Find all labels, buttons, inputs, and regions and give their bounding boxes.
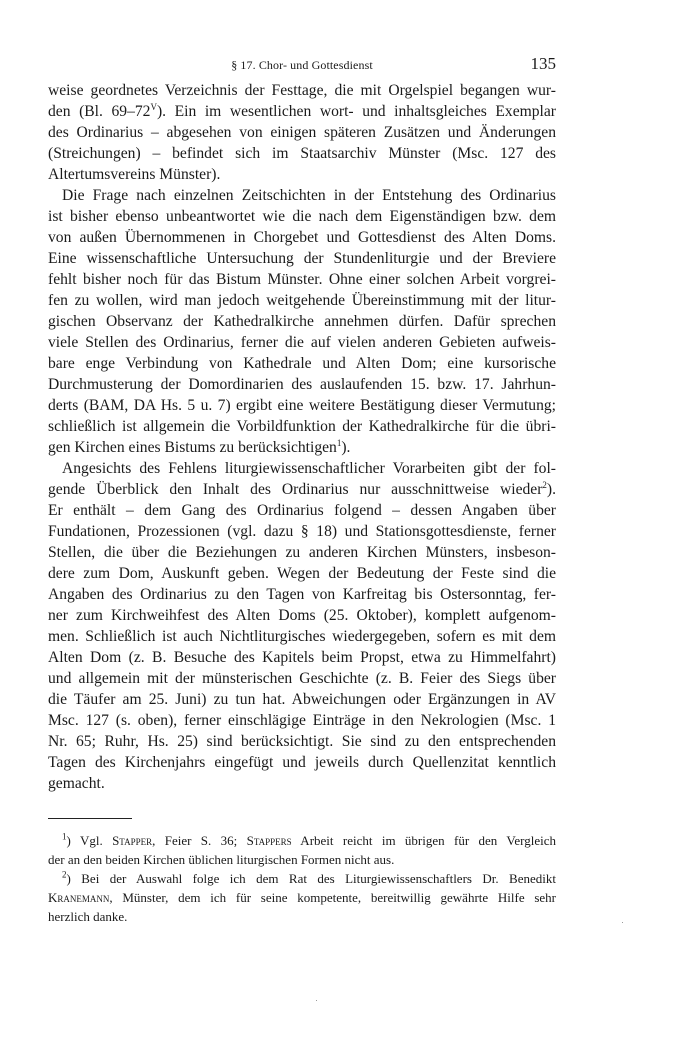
text-line: ist bisher ebenso unbeantwortet wie die nach dem Eigenständigen bzw. dem <box>48 208 556 225</box>
page-header <box>48 54 556 76</box>
text-line: gende Überblick den Inhalt des Ordinarius nur ausschnittweise wieder$^2$). <box>48 479 556 498</box>
footnote-mark: 2 <box>62 869 67 880</box>
text-line: weise geordnetes Verzeichnis der Festtage, die mit Orgelspiel begangen wur- <box>48 82 556 99</box>
text-line: gemacht. <box>48 775 105 792</box>
footnotes <box>48 831 556 926</box>
text-line: ner zum Kirchweihfest des Alten Doms (25. Oktober), komplett aufgenom- <box>48 607 556 624</box>
text-line: von außen Übernommenen in Chorgebet und Gottesdienst des Alten Doms. <box>48 229 556 246</box>
author-name: Stapper <box>112 833 153 848</box>
footnote-1: $^1$) Vgl. Stapper, Feier S. 36; Stappers Arbeit reicht im übrigen für den Vergleich <box>62 831 556 848</box>
text-line: fehlt bisher noch für das Bistum Münster. Ohne einer solchen Arbeit vorgrei- <box>48 271 556 288</box>
footnote-ref-2: 2 <box>542 479 547 490</box>
footnote-1-cont: der an den beiden Kirchen üblichen liturgischen Formen nicht aus. <box>48 852 395 867</box>
text-line: Tagen des Kirchenjahrs eingefügt und jeweils durch Quellenzitat kenntlich <box>48 754 556 771</box>
text-line: schließlich ist allgemein die Vorbildfunktion der Kathedralkirche für die übri- <box>48 418 556 435</box>
text-line: Nr. 65; Ruhr, Hs. 25) sind berücksichtigt. Sie sind zu den entsprechenden <box>48 733 556 750</box>
page-number: 135 <box>530 54 556 73</box>
text-line: Angaben des Ordinarius zu den Tagen von Karfreitag bis Ostersonntag, fer- <box>48 586 556 603</box>
text-line: derts (BAM, DA Hs. 5 u. 7) ergibt eine weitere Bestätigung dieser Vermutung; <box>48 397 556 414</box>
text-line: Er enthält – dem Gang des Ordinarius folgend – dessen Angaben über <box>48 502 556 519</box>
scan-speck <box>622 922 623 923</box>
text-line: bare enge Verbindung von Kathedrale und Alten Dom; eine kursorische <box>48 355 556 372</box>
text-line: Eine wissenschaftliche Untersuchung der Stundenliturgie und der Breviere <box>48 250 556 267</box>
paragraph-start-line: Angesichts des Fehlens liturgiewissenschaftlicher Vorarbeiten gibt der fol- <box>62 460 556 477</box>
text-line: den (Bl. $69-72^V$). Ein im wesentlichen wort- und inhaltsgleiches Exemplar <box>48 101 557 120</box>
footnote-mark: 1 <box>62 831 67 842</box>
text-line: die Täufer am 25. Juni) zu tun hat. Abweichungen oder Ergänzungen in AV <box>48 691 556 708</box>
footnote-2-cont: herzlich danke. <box>48 909 128 924</box>
text-line: und allgemein mit der münsterischen Geschichte (z. B. Feier des Siegs über <box>48 670 556 687</box>
paragraph-start-line: Die Frage nach einzelnen Zeitschichten in der Entstehung des Ordinarius <box>62 187 556 204</box>
text-line: des Ordinarius – abgesehen von einigen späteren Zusätzen und Änderungen <box>48 124 556 141</box>
running-head: § 17. Chor- und Gottesdienst <box>231 58 373 72</box>
footnote-2-cont: Kranemann, Münster, dem ich für seine kompetente, bereitwillig gewährte Hilfe sehr <box>48 890 556 905</box>
scan-speck <box>316 1000 317 1001</box>
text-line: Altertumsvereins Münster). <box>48 166 221 183</box>
text-line: Msc. 127 (s. oben), ferner einschlägige Einträge in den Nekrologien (Msc. 1 <box>48 712 556 729</box>
text-line: Fundationen, Prozessionen (vgl. dazu § 18) und Stationsgottesdienste, ferner <box>48 523 556 540</box>
author-name: Stappers <box>246 833 292 848</box>
text-line: viele Stellen des Ordinarius, ferner die auf vielen anderen Gebieten aufweis- <box>48 334 556 351</box>
text-line: gen Kirchen eines Bistums zu berücksichtigen$^1$). <box>48 437 351 456</box>
text-line: Stellen, die über die Beziehungen zu anderen Kirchen Münsters, insbeson- <box>48 544 556 561</box>
text-line: men. Schließlich ist auch Nichtliturgisches wiedergegeben, sofern es mit dem <box>48 628 556 645</box>
main-text <box>48 80 556 794</box>
author-name: Kranemann <box>48 890 110 905</box>
superscript: V <box>150 101 157 112</box>
text-line: Durchmusterung der Domordinarien des auslaufenden 15. bzw. 17. Jahrhun- <box>48 376 556 393</box>
text-line: Alten Dom (z. B. Besuche des Kapitels beim Propst, etwa zu Himmelfahrt) <box>48 649 556 666</box>
text-line: dere zum Dom, Auskunft geben. Wegen der Bedeutung der Feste sind die <box>48 565 556 582</box>
footnote-2: $^2$) Bei der Auswahl folge ich dem Rat des Liturgiewissenschaftlers Dr. Benedikt <box>62 869 556 886</box>
footnote-ref-1: 1 <box>336 437 342 448</box>
footnote-divider <box>48 818 132 819</box>
text-line: fen zu wollen, wird man jedoch weitgehende Übereinstimmung mit der litur- <box>48 292 556 309</box>
text-line: (Streichungen) – befindet sich im Staatsarchiv Münster (Msc. 127 des <box>48 145 556 162</box>
text-line: gischen Observanz der Kathedralkirche annehmen dürfen. Dafür sprechen <box>48 313 556 330</box>
